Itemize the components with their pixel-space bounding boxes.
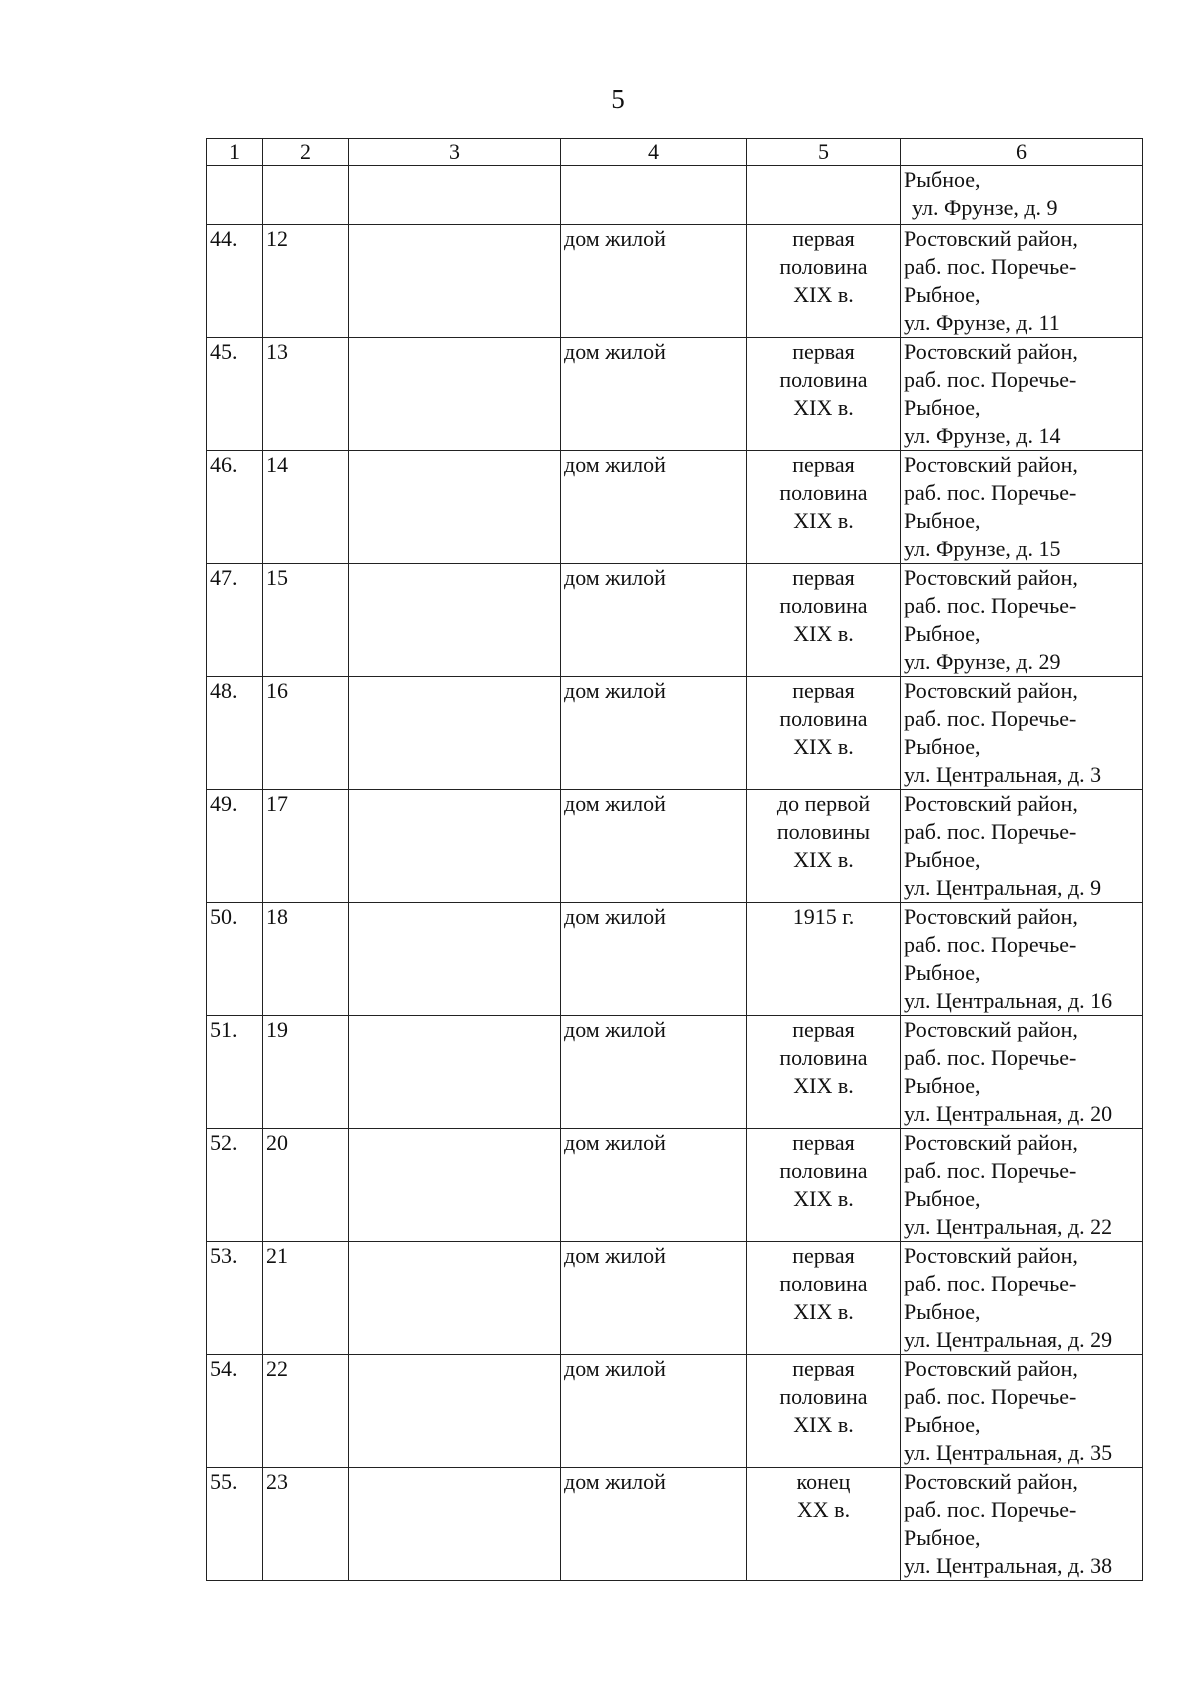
address-line: Ростовский район, (904, 1356, 1078, 1381)
date-line: 1915 г. (792, 904, 855, 929)
date-line: XIX в. (793, 395, 854, 420)
cell-sub-number: 15 (263, 564, 349, 677)
table-body (207, 166, 1143, 1581)
address-line: раб. пос. Поречье- (904, 480, 1077, 505)
date-line: первая (792, 1130, 855, 1155)
address-line: раб. пос. Поречье- (904, 254, 1077, 279)
cell-name (349, 903, 561, 1016)
header-col-2: 2 (263, 139, 349, 166)
cell-sub-number: 13 (263, 338, 349, 451)
cell-date (747, 1016, 901, 1129)
address-line: Рыбное, (904, 847, 981, 872)
date-line: первая (792, 339, 855, 364)
date-line: XIX в. (793, 1299, 854, 1324)
address-line: раб. пос. Поречье- (904, 706, 1077, 731)
cell-name (349, 338, 561, 451)
table-row (207, 225, 1143, 338)
address-line: Ростовский район, (904, 339, 1078, 364)
address-line: Рыбное, (904, 1073, 981, 1098)
cell-sub-number: 16 (263, 677, 349, 790)
cell-name (349, 1016, 561, 1129)
address-line: ул. Фрунзе, д. 14 (904, 423, 1061, 448)
cell-address (901, 1468, 1143, 1581)
address-line: Рыбное, (904, 1299, 981, 1324)
date-line: XIX в. (793, 621, 854, 646)
date-line: конец (796, 1469, 851, 1494)
cell-name (349, 790, 561, 903)
date-line: XIX в. (793, 508, 854, 533)
address-line: раб. пос. Поречье- (904, 367, 1077, 392)
address-line: ул. Центральная, д. 22 (904, 1214, 1113, 1239)
cell-number: 47. (207, 564, 263, 677)
cell-date (747, 564, 901, 677)
cell-number (207, 166, 263, 225)
cell-address (901, 166, 1143, 225)
date-line: XX в. (796, 1497, 851, 1522)
date-line: XIX в. (793, 1073, 854, 1098)
date-line: XIX в. (793, 1186, 854, 1211)
cell-type: дом жилой (561, 1242, 747, 1355)
address-line: Ростовский район, (904, 678, 1078, 703)
date-line: XIX в. (793, 734, 854, 759)
cell-number: 53. (207, 1242, 263, 1355)
address-line: ул. Центральная, д. 38 (904, 1553, 1113, 1578)
table-row (207, 564, 1143, 677)
cell-sub-number: 22 (263, 1355, 349, 1468)
date-line: половина (779, 367, 868, 392)
address-line: Рыбное, (904, 508, 981, 533)
address-line: ул. Центральная, д. 35 (904, 1440, 1113, 1465)
cell-type: дом жилой (561, 225, 747, 338)
cell-sub-number: 18 (263, 903, 349, 1016)
cell-address (901, 1242, 1143, 1355)
cell-type: дом жилой (561, 790, 747, 903)
continuation-row (207, 166, 1143, 225)
date-line: половина (779, 1158, 868, 1183)
table-row (207, 677, 1143, 790)
address-line: Рыбное, (904, 395, 981, 420)
address-line: Ростовский район, (904, 791, 1078, 816)
cell-date (747, 1468, 901, 1581)
header-col-4: 4 (561, 139, 747, 166)
table-row (207, 1355, 1143, 1468)
cell-date (747, 338, 901, 451)
date-line: половина (779, 254, 868, 279)
cell-address (901, 564, 1143, 677)
cell-address (901, 1016, 1143, 1129)
date-line: половина (779, 1045, 868, 1070)
cell-name (349, 225, 561, 338)
address-line: раб. пос. Поречье- (904, 1271, 1077, 1296)
address-line: ул. Фрунзе, д. 9 (912, 195, 1058, 220)
address-line: Рыбное, (904, 621, 981, 646)
cell-type: дом жилой (561, 564, 747, 677)
table-row (207, 903, 1143, 1016)
cell-address (901, 790, 1143, 903)
cell-name (349, 1468, 561, 1581)
cell-number: 45. (207, 338, 263, 451)
address-line: ул. Фрунзе, д. 29 (904, 649, 1061, 674)
cell-type (561, 166, 747, 225)
address-line: Ростовский район, (904, 565, 1078, 590)
header-col-1: 1 (207, 139, 263, 166)
address-line: раб. пос. Поречье- (904, 1045, 1077, 1070)
header-col-3: 3 (349, 139, 561, 166)
address-line: ул. Фрунзе, д. 11 (904, 310, 1060, 335)
cell-date (747, 790, 901, 903)
header-row (207, 139, 1143, 166)
address-line: раб. пос. Поречье- (904, 1497, 1077, 1522)
address-line: раб. пос. Поречье- (904, 1384, 1077, 1409)
address-line: ул. Центральная, д. 16 (904, 988, 1113, 1013)
date-line: XIX в. (793, 847, 854, 872)
cell-number: 51. (207, 1016, 263, 1129)
address-line: раб. пос. Поречье- (904, 819, 1077, 844)
cell-number: 52. (207, 1129, 263, 1242)
table-row (207, 338, 1143, 451)
header-col-5: 5 (747, 139, 901, 166)
cell-number: 55. (207, 1468, 263, 1581)
date-line: первая (792, 565, 855, 590)
address-line: Ростовский район, (904, 1017, 1078, 1042)
address-line: Рыбное, (904, 1525, 981, 1550)
cell-sub-number: 20 (263, 1129, 349, 1242)
address-line: раб. пос. Поречье- (904, 1158, 1077, 1183)
cell-sub-number: 12 (263, 225, 349, 338)
cell-date (747, 225, 901, 338)
address-line: Рыбное, (904, 960, 981, 985)
page-number: 5 (611, 84, 625, 114)
table-row (207, 1129, 1143, 1242)
table-row (207, 1468, 1143, 1581)
cell-date (747, 166, 901, 225)
address-line: Ростовский район, (904, 226, 1078, 251)
address-line: раб. пос. Поречье- (904, 593, 1077, 618)
address-line: Ростовский район, (904, 1243, 1078, 1268)
cell-number: 48. (207, 677, 263, 790)
date-line: половина (779, 1271, 868, 1296)
address-line: Рыбное, (904, 1412, 981, 1437)
cell-sub-number: 17 (263, 790, 349, 903)
cell-sub-number: 19 (263, 1016, 349, 1129)
date-line: первая (792, 226, 855, 251)
cell-name (349, 1242, 561, 1355)
address-line: ул. Фрунзе, д. 15 (904, 536, 1061, 561)
address-line: Рыбное, (904, 1186, 981, 1211)
date-line: половина (779, 1384, 868, 1409)
cell-date (747, 1355, 901, 1468)
cell-number: 44. (207, 225, 263, 338)
cell-number: 49. (207, 790, 263, 903)
cell-address (901, 225, 1143, 338)
heritage-objects-table (206, 138, 1143, 1581)
table-row (207, 790, 1143, 903)
date-line: XIX в. (793, 1412, 854, 1437)
date-line: первая (792, 1356, 855, 1381)
cell-address (901, 677, 1143, 790)
cell-address (901, 451, 1143, 564)
header-col-6: 6 (901, 139, 1143, 166)
date-line: первая (792, 678, 855, 703)
cell-sub-number (263, 166, 349, 225)
cell-date (747, 677, 901, 790)
cell-type: дом жилой (561, 903, 747, 1016)
date-line: первая (792, 452, 855, 477)
cell-name (349, 564, 561, 677)
cell-date (747, 903, 901, 1016)
cell-name (349, 677, 561, 790)
cell-type: дом жилой (561, 1129, 747, 1242)
cell-date (747, 451, 901, 564)
date-line: XIX в. (793, 282, 854, 307)
date-line: половина (779, 593, 868, 618)
cell-type: дом жилой (561, 338, 747, 451)
address-line: ул. Центральная, д. 29 (904, 1327, 1113, 1352)
cell-address (901, 338, 1143, 451)
address-line: Рыбное, (904, 282, 981, 307)
date-line: первая (792, 1017, 855, 1042)
address-line: Ростовский район, (904, 1130, 1078, 1155)
cell-type: дом жилой (561, 1016, 747, 1129)
cell-number: 50. (207, 903, 263, 1016)
cell-sub-number: 21 (263, 1242, 349, 1355)
date-line: первая (792, 1243, 855, 1268)
address-line: ул. Центральная, д. 3 (904, 762, 1102, 787)
table-row (207, 451, 1143, 564)
address-line: ул. Центральная, д. 20 (904, 1101, 1113, 1126)
address-line: Ростовский район, (904, 1469, 1078, 1494)
date-line: до первой (776, 791, 871, 816)
address-line: Рыбное, (904, 734, 981, 759)
table-header (207, 139, 1143, 166)
cell-name (349, 1129, 561, 1242)
cell-number: 54. (207, 1355, 263, 1468)
cell-name (349, 166, 561, 225)
cell-type: дом жилой (561, 1468, 747, 1581)
address-line: ул. Центральная, д. 9 (904, 875, 1102, 900)
cell-date (747, 1242, 901, 1355)
cell-sub-number: 23 (263, 1468, 349, 1581)
cell-address (901, 1355, 1143, 1468)
cell-name (349, 451, 561, 564)
cell-date (747, 1129, 901, 1242)
address-line: раб. пос. Поречье- (904, 932, 1077, 957)
table-row (207, 1242, 1143, 1355)
cell-name (349, 1355, 561, 1468)
address-line: Ростовский район, (904, 452, 1078, 477)
address-line: Рыбное, (904, 167, 981, 192)
cell-type: дом жилой (561, 1355, 747, 1468)
date-line: половина (779, 706, 868, 731)
cell-address (901, 903, 1143, 1016)
cell-address (901, 1129, 1143, 1242)
table-row (207, 1016, 1143, 1129)
date-line: половина (779, 480, 868, 505)
cell-type: дом жилой (561, 677, 747, 790)
date-line: половины (776, 819, 871, 844)
cell-number: 46. (207, 451, 263, 564)
cell-sub-number: 14 (263, 451, 349, 564)
address-line: Ростовский район, (904, 904, 1078, 929)
cell-type: дом жилой (561, 451, 747, 564)
